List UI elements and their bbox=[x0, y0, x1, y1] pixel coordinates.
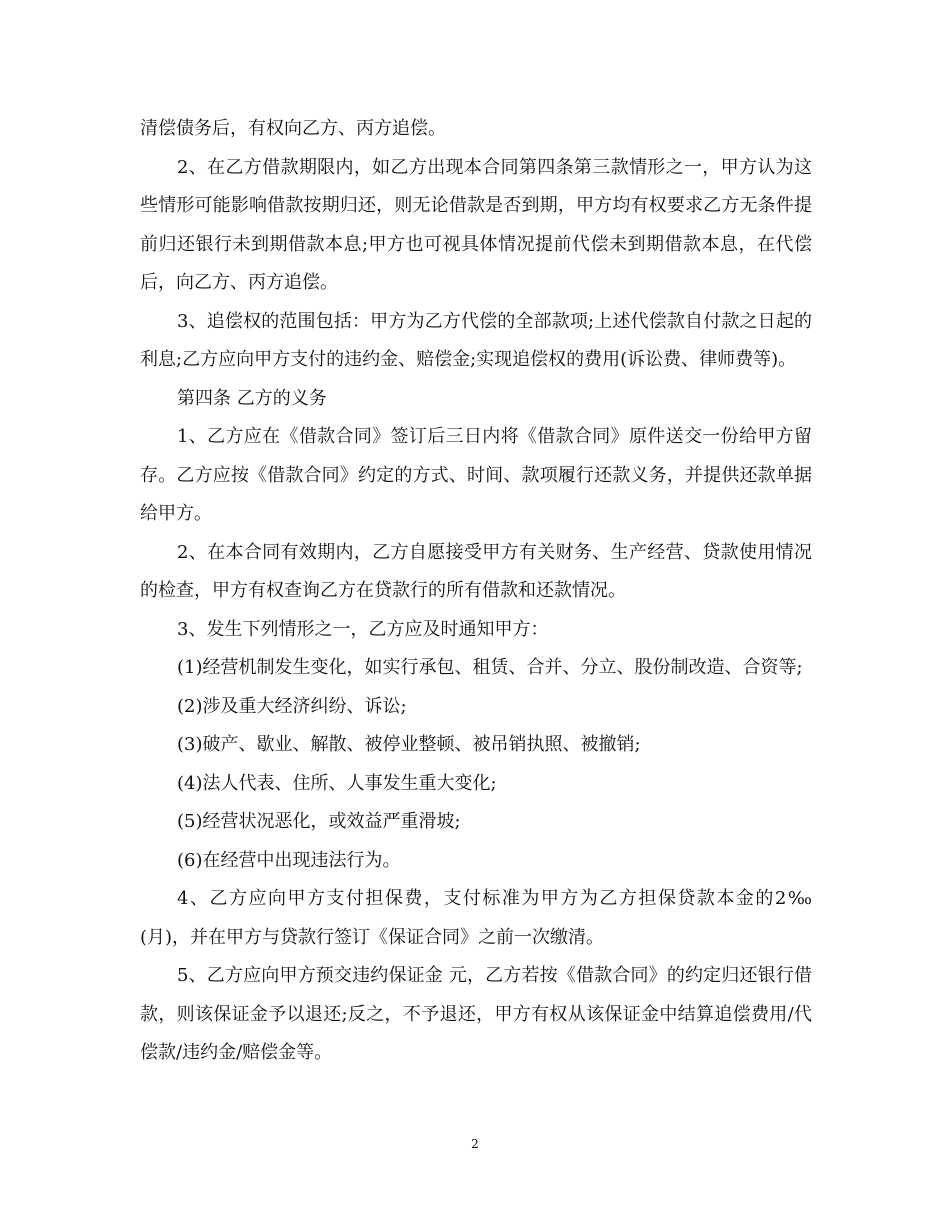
list-item-5: (5)经营状况恶化，或效益严重滑坡; bbox=[177, 811, 461, 832]
list-item-2: (2)涉及重大经济纠纷、诉讼; bbox=[177, 695, 407, 717]
list-item-6: (6)在经营中出现违法行为。 bbox=[177, 849, 401, 871]
paragraph-clause-4-5: 5、乙方应向甲方预交违约保证金 元，乙方若按《借款合同》的约定归还银行借款，则该保证金予以退还;反之，不予退还，甲方有权从该保证金中结算追偿费用/代偿款/违约金/赔偿金等。 bbox=[140, 965, 812, 1063]
paragraph-continuation: 清偿债务后，有权向乙方、丙方追偿。 bbox=[140, 118, 446, 139]
page-number: 2 bbox=[471, 1137, 479, 1151]
document-body bbox=[140, 110, 812, 1073]
paragraph-clause-3-3: 3、追偿权的范围包括：甲方为乙方代偿的全部款项;上述代偿款自付款之日起的利息;乙方应向甲方支付的违约金、赔偿金;实现追偿权的费用(诉讼费、律师费等)。 bbox=[140, 310, 812, 370]
list-item-3: (3)破产、歇业、解散、被停业整顿、被吊销执照、被撤销; bbox=[177, 734, 641, 755]
list-item-1: (1)经营机制发生变化，如实行承包、租赁、合并、分立、股份制改造、合资等; bbox=[177, 657, 803, 678]
paragraph-clause-4-4: 4、乙方应向甲方支付担保费，支付标准为甲方为乙方担保贷款本金的2‰(月)，并在甲方与贷款行签订《保证合同》之前一次缴清。 bbox=[140, 888, 812, 948]
article-4-heading: 第四条 乙方的义务 bbox=[177, 387, 327, 409]
list-item-4: (4)法人代表、住所、人事发生重大变化; bbox=[177, 772, 497, 794]
paragraph-clause-4-1: 1、乙方应在《借款合同》签订后三日内将《借款合同》原件送交一份给甲方留存。乙方应按《借款合同》约定的方式、时间、款项履行还款义务，并提供还款单据给甲方。 bbox=[140, 426, 812, 524]
paragraph-clause-4-2: 2、在本合同有效期内，乙方自愿接受甲方有关财务、生产经营、贷款使用情况的检查，甲方有权查询乙方在贷款行的所有借款和还款情况。 bbox=[140, 541, 812, 601]
paragraph-clause-3-2: 2、在乙方借款期限内，如乙方出现本合同第四条第三款情形之一，甲方认为这些情形可能影响借款按期归还，则无论借款是否到期，甲方均有权要求乙方无条件提前归还银行未到期借款本息;甲方也可视具体情况提前代偿未到期借款本息，在代偿后，向乙方、丙方追偿。 bbox=[140, 156, 812, 293]
paragraph-clause-4-3: 3、发生下列情形之一，乙方应及时通知甲方： bbox=[177, 618, 549, 640]
